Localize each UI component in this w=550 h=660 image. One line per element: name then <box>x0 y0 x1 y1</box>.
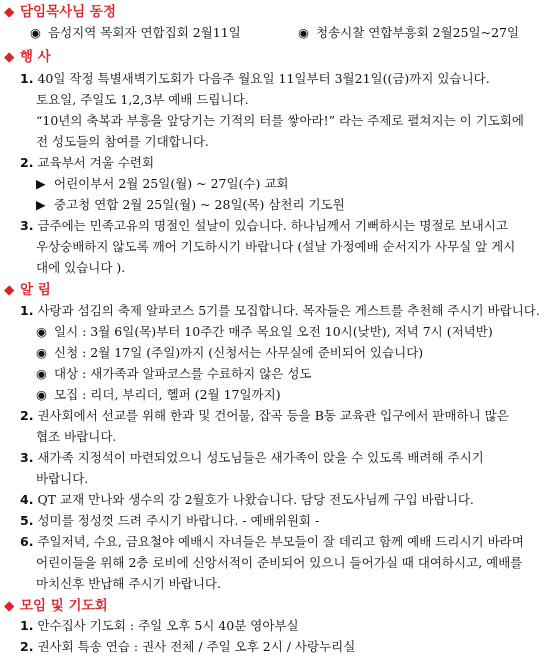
event-item-2-title: 2. 교육부서 겨울 수련회 <box>20 155 155 170</box>
section-notices-header <box>4 281 51 299</box>
notice-item-1-title: 1. 사랑과 섬김의 축제 알파코스 5기를 모집합니다. 목자들은 게스트를 추천해 주시기 바랍니다. <box>20 303 540 318</box>
notice-item-6-line: 어린이들을 위해 2층 로비에 신앙서적이 준비되어 있으니 들어가실 때 대여하시고, 예배를 <box>36 555 523 570</box>
diamond-icon: ◆ <box>4 598 15 614</box>
event-item-2-sub: ▶ 어린이부서 2월 25일(월) ~ 27일(수) 교회 <box>36 176 289 191</box>
circle-dot-icon: ◉ <box>36 345 47 360</box>
circle-dot-icon: ◉ <box>36 324 47 339</box>
circle-dot-icon: ◉ <box>30 25 41 40</box>
meeting-item-1: 1. 안수집사 기도회 : 주일 오후 5시 40분 영아부실 <box>20 618 299 633</box>
circle-dot-icon: ◉ <box>36 387 47 402</box>
event-item-1-line: “10년의 축복과 부흥을 앞당기는 기적의 터를 쌓아라!” 라는 주제로 펼쳐지는 이 기도회에 <box>36 113 524 128</box>
pastor-item: ◉ 음성지역 목회자 연합집회 2월11일 <box>30 25 241 40</box>
event-item-1-line: 토요일, 주일도 1,2,3부 예배 드립니다. <box>36 92 249 107</box>
notice-item-3-line: 3. 새가족 지정석이 마련되었으니 성도님들은 새가족이 앉을 수 있도록 배려해 주시기 <box>20 450 484 465</box>
notice-item-1-sub: ◉ 대상 : 새가족과 알파코스를 수료하지 않은 성도 <box>36 366 312 381</box>
section-events-header <box>4 48 51 66</box>
section-meetings-header <box>4 597 108 615</box>
circle-dot-icon: ◉ <box>298 25 309 40</box>
triangle-bullet-icon: ▶ <box>36 176 46 191</box>
meeting-item-2: 2. 권사회 특송 연습 : 권사 전체 / 주일 오후 2시 / 사랑누리실 <box>20 639 356 654</box>
notice-item-1-sub: ◉ 신청 : 2월 17일 (주일)까지 (신청서는 사무실에 준비되어 있습니다) <box>36 345 424 360</box>
event-item-3-line: 3. 금주에는 민족고유의 명절인 설날이 있습니다. 하나님께서 기뻐하시는 명절로 보내시고 <box>20 218 508 233</box>
circle-dot-icon: ◉ <box>36 366 47 381</box>
event-item-1-line: 1. 40일 작정 특별새벽기도회가 다음주 월요일 11일부터 3월21일((금)까지 있습니다. <box>20 71 490 86</box>
notice-item-2-line: 2. 권사회에서 선교를 위해 한과 및 건어물, 잡곡 등을 B동 교육관 입구에서 판매하니 많은 <box>20 408 509 423</box>
triangle-bullet-icon: ▶ <box>36 197 46 212</box>
pastor-item: ◉ 청송시찰 연합부흥회 2월25일~27일 <box>298 25 520 40</box>
diamond-icon: ◆ <box>4 49 15 65</box>
notice-item-3-line: 바랍니다. <box>36 471 89 486</box>
event-item-3-line: 대에 있습니다 ). <box>36 260 126 275</box>
event-item-1-line: 전 성도들의 참여를 기대합니다. <box>36 134 209 149</box>
notice-item-4-line: 4. QT 교재 만나와 생수의 강 2월호가 나왔습니다. 담당 전도사님께 구입 바랍니다. <box>20 492 474 507</box>
event-item-3-line: 우상숭배하지 않도록 깨어 기도하시기 바랍니다 (설날 가정예배 순서지가 사무실 앞 게시 <box>36 239 516 254</box>
section-title: 모임 및 기도회 <box>20 598 108 614</box>
notice-item-1-sub: ◉ 모집 : 리더, 부리더, 헬퍼 (2월 17일까지) <box>36 387 281 402</box>
section-title: 담임목사님 동정 <box>20 4 116 20</box>
diamond-icon: ◆ <box>4 4 15 20</box>
section-pastor-header <box>4 3 116 21</box>
section-title: 행 사 <box>20 49 51 65</box>
notice-item-6-line: 마치신후 반납해 주시기 바랍니다. <box>36 576 221 591</box>
diamond-icon: ◆ <box>4 282 15 298</box>
section-title: 알 림 <box>20 282 51 298</box>
notice-item-1-sub: ◉ 일시 : 3월 6일(목)부터 10주간 매주 목요일 오전 10시(낮반), 저녁 7시 (저녁반) <box>36 324 493 339</box>
notice-item-5-line: 5. 성미를 정성껏 드려 주시기 바랍니다. - 예배위원회 - <box>20 513 320 528</box>
notice-item-6-line: 6. 주일저녁, 수요, 금요철야 예배시 자녀들은 부모들이 잘 데리고 함께 예배 드리시기 바라며 <box>20 534 524 549</box>
notice-item-2-line: 협조 바랍니다. <box>36 429 117 444</box>
event-item-2-sub: ▶ 중고청 연합 2월 25일(월) ~ 28일(목) 삼천리 기도원 <box>36 197 345 212</box>
